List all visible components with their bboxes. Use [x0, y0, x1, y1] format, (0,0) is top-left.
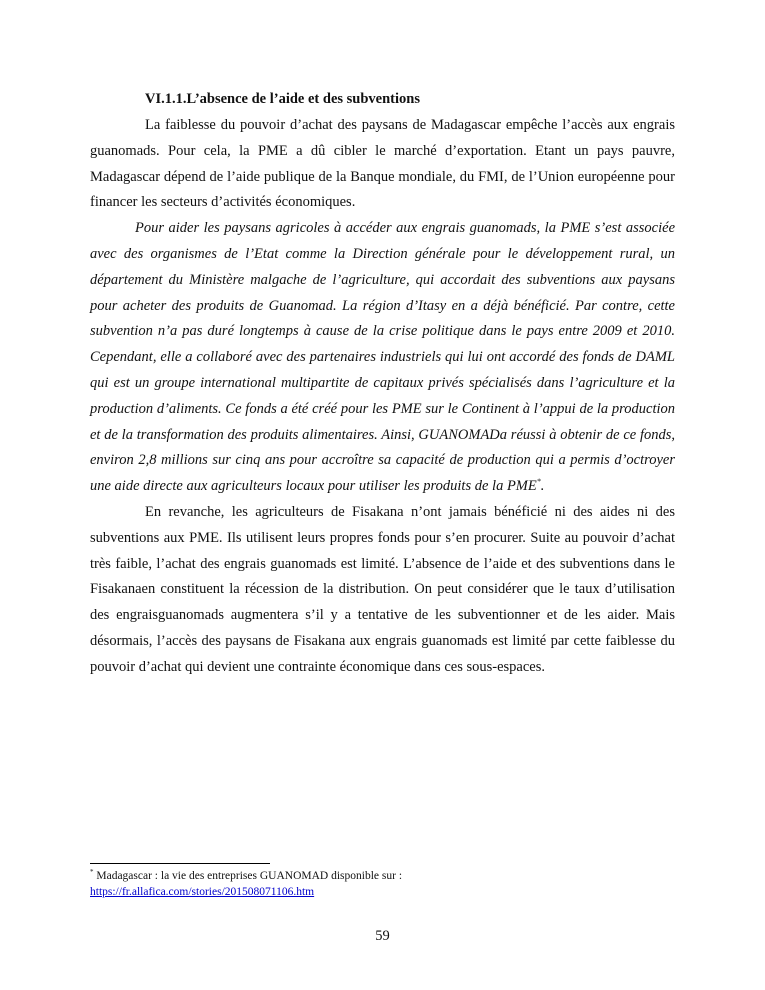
paragraph-1: La faiblesse du pouvoir d’achat des paysans de Madagascar empêche l’accès aux engrais guanomads. Pour cela, la PME a dû cibler le marché d’exportation. Etant un pays pauvre, Madagascar dépend de l’aide publique de la Banque mondiale, du FMI, de l’Union européenne pour financer les secteurs d’activités économiques.	[90, 117, 675, 211]
page-body	[90, 88, 675, 681]
paragraph-3: En revanche, les agriculteurs de Fisakana n’ont jamais bénéficié ni des aides ni des subventions aux PME. Ils utilisent leurs propres fonds pour s’en procurer. Suite au pouvoir d’achat très faible, l’achat des engrais guanomads est limité. L’absence de l’aide et des subventions dans le Fisakanaen constituent la récession de la distribution. On peut considérer que le taux d’utilisation des engraisguanomads augmentera s’il y a tentative de les subventionner et de les aider. Mais désormais, l’accès des paysans de Fisakana aux engrais guanomads est limité par cette faiblesse du pouvoir d’achat qui devient une contrainte économique dans ces sous-espaces.	[90, 503, 675, 675]
paragraph-2-text: Pour aider les paysans agricoles à accéder aux engrais guanomads, la PME s’est associée avec des organismes de l’Etat comme la Direction générale pour le développement rural, un département du Ministère malgache de l’agriculture, qui accordait des subventions aux paysans pour acheter des produits de Guanomad. La région d’Itasy en a déjà bénéficié. Par contre, cette subvention n’a pas duré longtemps à cause de la crise politique dans le pays entre 2009 et 2010. Cependant, elle a collaboré avec des partenaires industriels qui lui ont accordé des fonds de DAML qui est un groupe international multipartite de capitaux privés spécialisés dans l’agriculture et la production d’aliments. Ce fonds a été créé pour les PME sur le Continent à l’appui de la production et de la transformation des produits alimentaires. Ainsi, GUANOMADa réussi à obtenir de ce fonds, environ 2,8 millions sur cinq ans pour accroître sa capacité de production qui a permis d’octroyer une aide directe aux agriculteurs locaux pour utiliser les produits de la PME	[90, 220, 675, 495]
footnote-marker: *	[90, 868, 94, 876]
footnote-separator	[90, 863, 270, 864]
footnote-reference[interactable]: *	[536, 477, 541, 487]
paragraph-2-end: .	[540, 478, 545, 495]
footnote-link[interactable]: https://fr.allafica.com/stories/201508071106.htm	[90, 886, 315, 898]
paragraph-2	[90, 216, 675, 500]
footnote-text: Madagascar : la vie des entreprises GUANOMAD disponible sur :	[93, 870, 403, 882]
footnote	[90, 868, 675, 900]
section-heading: VI.1.1.L’absence de l’aide et des subventions	[145, 91, 420, 107]
footnote-line	[90, 868, 675, 884]
page-number: 59	[375, 928, 390, 944]
